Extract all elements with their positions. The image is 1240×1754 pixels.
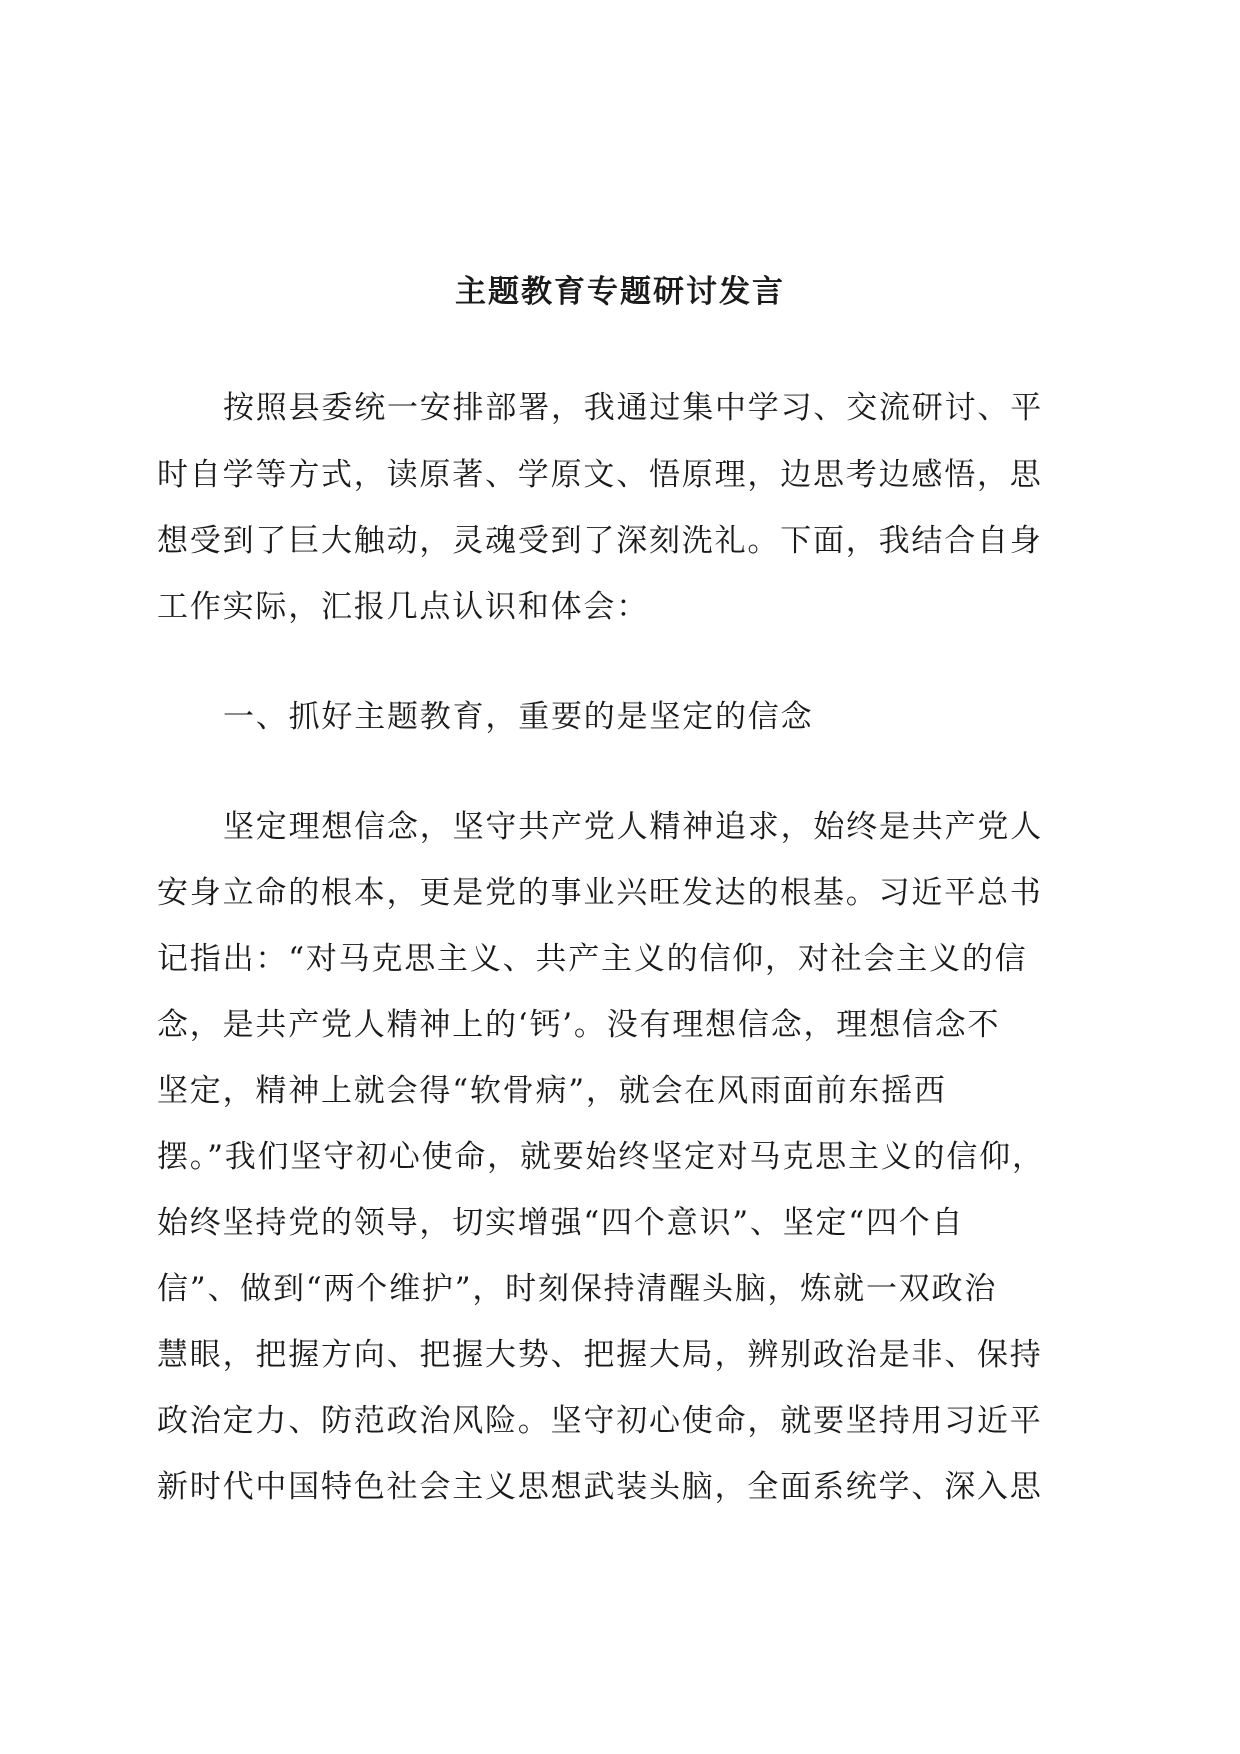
- body-line-7: 始终坚持党的领导，切实增强“四个意识”、坚定“四个自: [157, 1205, 965, 1241]
- body-line-4: 念，是共产党人精神上的‘钙’。没有理想信念，理想信念不: [157, 1007, 1001, 1043]
- body-line-10: 政治定力、防范政治风险。坚守初心使命，就要坚持用习近平: [157, 1403, 1043, 1439]
- intro-line-4: 工作实际，汇报几点认识和体会：: [157, 589, 649, 625]
- body-line-6: 摆。”我们坚守初心使命，就要始终坚定对马克思主义的信仰，: [157, 1139, 1045, 1175]
- body-line-8: 信”、做到“两个维护”，时刻保持清醒头脑，炼就一双政治: [157, 1271, 998, 1307]
- body-line-2: 安身立命的根本，更是党的事业兴旺发达的根基。习近平总书: [157, 875, 1043, 911]
- body-line-11: 新时代中国特色社会主义思想武装头脑，全面系统学、深入思: [157, 1469, 1043, 1505]
- intro-line-2: 时自学等方式，读原著、学原文、悟原理，边思考边感悟，思: [157, 457, 1043, 493]
- intro-line-1: 按照县委统一安排部署，我通过集中学习、交流研讨、平: [223, 390, 1043, 426]
- body-line-5: 坚定，精神上就会得“软骨病”，就会在风雨面前东摇西: [157, 1073, 947, 1109]
- section-heading: 一、抓好主题教育，重要的是坚定的信念: [223, 699, 814, 735]
- body-line-1: 坚定理想信念，坚守共产党人精神追求，始终是共产党人: [223, 809, 1043, 845]
- body-line-9: 慧眼，把握方向、把握大势、把握大局，辨别政治是非、保持: [157, 1337, 1043, 1373]
- intro-line-3: 想受到了巨大触动，灵魂受到了深刻洗礼。下面，我结合自身: [157, 523, 1043, 559]
- document-title: 主题教育专题研讨发言: [455, 274, 785, 310]
- body-line-3: 记指出：“对马克思主义、共产主义的信仰，对社会主义的信: [157, 941, 1028, 977]
